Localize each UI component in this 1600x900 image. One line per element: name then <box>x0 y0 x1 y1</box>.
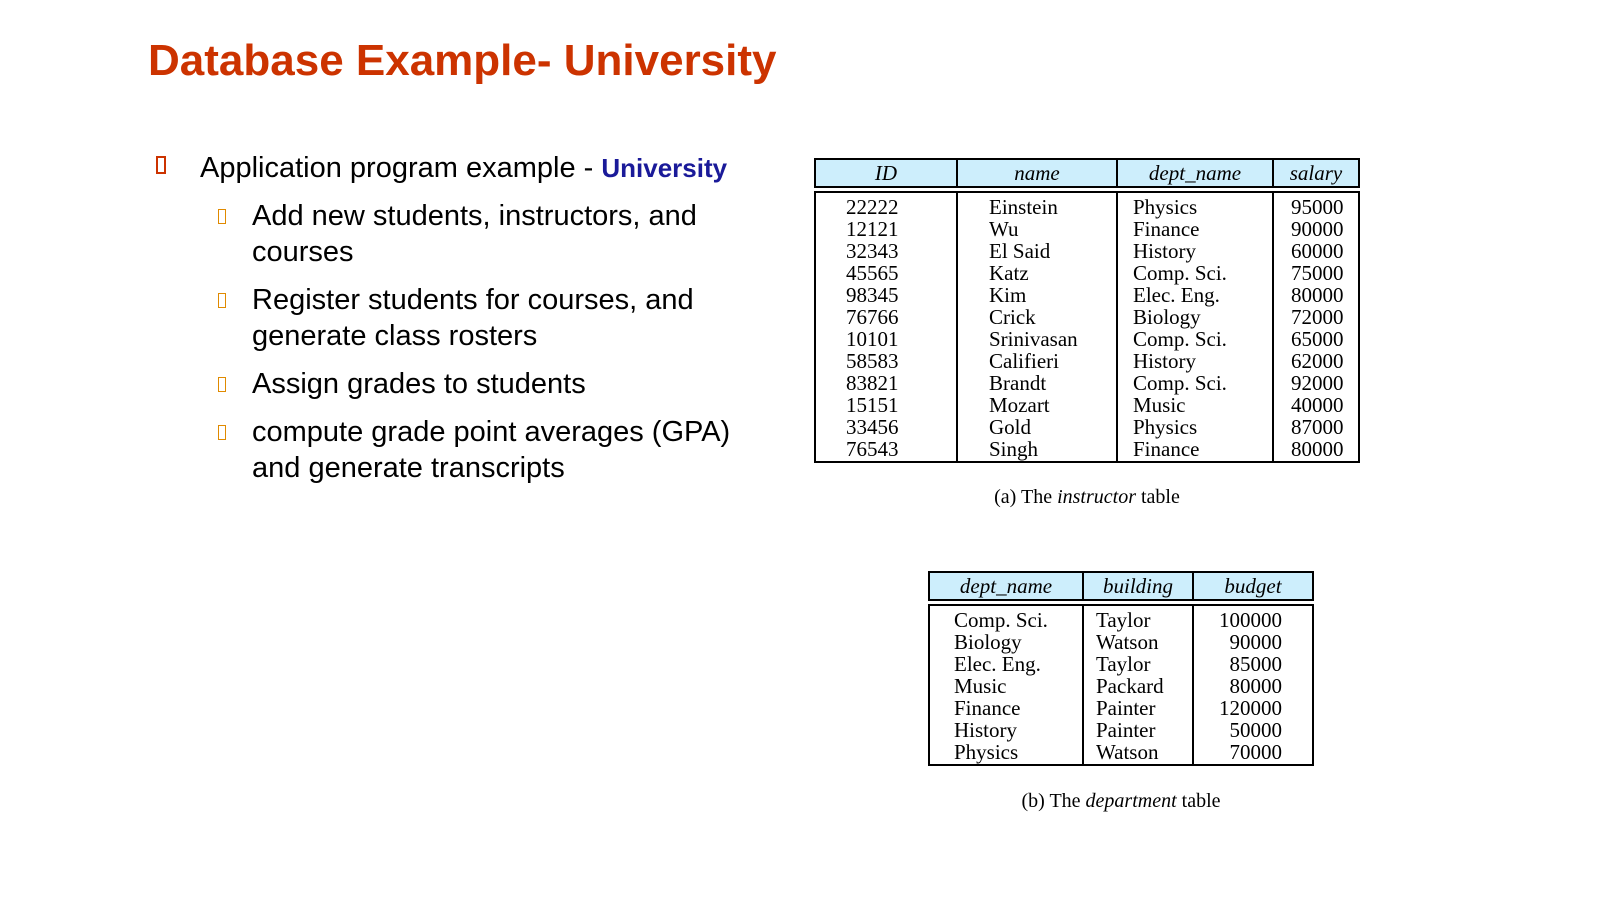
header-dept-name: dept_name <box>1116 160 1272 186</box>
instructor-table-body <box>814 191 1360 463</box>
table-cell: 50000 <box>1229 718 1282 742</box>
table-cell: Crick <box>989 305 1036 329</box>
table-cell: Finance <box>954 696 1021 720</box>
table-cell: 15151 <box>846 393 899 417</box>
header-name: name <box>956 160 1116 186</box>
table-cell: Packard <box>1096 674 1164 698</box>
table-cell: 92000 <box>1291 371 1344 395</box>
table-cell: 72000 <box>1291 305 1344 329</box>
table-cell: Painter <box>1096 696 1156 720</box>
bullet-square-icon <box>218 377 226 392</box>
table-cell: 10101 <box>846 327 899 351</box>
department-name-column <box>930 606 1082 764</box>
table-cell: 58583 <box>846 349 899 373</box>
table-cell: Brandt <box>989 371 1047 395</box>
table-cell: 60000 <box>1291 239 1344 263</box>
table-cell: 83821 <box>846 371 899 395</box>
instructor-caption <box>814 486 1360 509</box>
slide-title: Database Example- University <box>148 36 777 85</box>
sub-bullet <box>156 366 766 402</box>
table-cell: 95000 <box>1291 195 1344 219</box>
header-dept-name: dept_name <box>959 574 1053 598</box>
table-cell: 85000 <box>1229 652 1282 676</box>
table-cell: 62000 <box>1291 349 1344 373</box>
table-cell: 70000 <box>1229 740 1282 764</box>
table-cell: 32343 <box>846 239 899 263</box>
table-cell: 80000 <box>1291 437 1344 461</box>
table-cell: Comp. Sci. <box>1133 261 1227 285</box>
sub-bullet-text: Assign grades to students <box>252 368 586 400</box>
table-cell: History <box>1133 239 1196 263</box>
department-table-header <box>928 571 1314 601</box>
table-cell: Elec. Eng. <box>1133 283 1220 307</box>
table-cell: 12121 <box>846 217 899 241</box>
header-salary: salary <box>1272 160 1358 186</box>
table-cell: Music <box>954 674 1007 698</box>
table-cell: Srinivasan <box>989 327 1078 351</box>
table-cell: 87000 <box>1291 415 1344 439</box>
department-building-column <box>1082 606 1192 764</box>
instructor-table <box>814 158 1360 463</box>
bullet-square-icon <box>218 425 226 440</box>
table-cell: 22222 <box>846 195 899 219</box>
table-cell: Comp. Sci. <box>954 608 1048 632</box>
table-cell: Physics <box>1133 195 1198 219</box>
sub-bullet <box>156 198 766 270</box>
table-cell: Music <box>1133 393 1186 417</box>
table-cell: Finance <box>1133 217 1200 241</box>
table-cell: History <box>954 718 1017 742</box>
table-cell: 65000 <box>1291 327 1344 351</box>
header-building: building <box>1082 573 1192 599</box>
caption-italic: instructor <box>1057 486 1136 508</box>
table-cell: Taylor <box>1096 652 1151 676</box>
table-cell: Biology <box>1133 305 1201 329</box>
main-bullet <box>156 150 766 186</box>
table-cell: 80000 <box>1229 674 1282 698</box>
department-budget-column <box>1192 606 1312 764</box>
table-cell: 90000 <box>1291 217 1344 241</box>
bullet-square-icon <box>218 293 226 308</box>
main-bullet-text: Application program example - <box>200 152 602 184</box>
sub-bullet <box>156 282 766 354</box>
sub-bullet-list <box>156 198 766 486</box>
table-cell: 75000 <box>1291 261 1344 285</box>
department-table <box>928 571 1314 766</box>
sub-bullet-text: Register students for courses, and generate class rosters <box>252 284 694 352</box>
table-cell: Wu <box>989 217 1019 241</box>
table-cell: Painter <box>1096 718 1156 742</box>
table-cell: 98345 <box>846 283 899 307</box>
instructor-id-column <box>816 193 956 461</box>
header-id: ID <box>874 161 898 185</box>
main-bullet-accent: University <box>601 153 728 183</box>
table-cell: 40000 <box>1291 393 1344 417</box>
table-cell: Comp. Sci. <box>1133 327 1227 351</box>
table-cell: Singh <box>989 437 1039 461</box>
instructor-table-header <box>814 158 1360 188</box>
table-cell: El Said <box>989 239 1051 263</box>
bullet-square-icon <box>218 209 226 224</box>
table-cell: Biology <box>954 630 1022 654</box>
department-caption <box>928 790 1314 813</box>
instructor-name-column <box>956 193 1116 461</box>
table-cell: Elec. Eng. <box>954 652 1041 676</box>
table-cell: Gold <box>989 415 1031 439</box>
header-budget: budget <box>1192 573 1312 599</box>
sub-bullet-text: compute grade point averages (GPA) and generate transcripts <box>252 416 731 484</box>
caption-italic: department <box>1085 790 1177 812</box>
instructor-dept-column <box>1116 193 1272 461</box>
table-cell: 100000 <box>1219 608 1282 632</box>
table-cell: History <box>1133 349 1196 373</box>
table-cell: 76543 <box>846 437 899 461</box>
bullet-list <box>156 150 766 498</box>
table-cell: 33456 <box>846 415 899 439</box>
sub-bullet-text: Add new students, instructors, and courses <box>252 200 697 268</box>
sub-bullet <box>156 414 766 486</box>
table-cell: Katz <box>989 261 1029 285</box>
table-cell: Finance <box>1133 437 1200 461</box>
caption-prefix: (b) The <box>1021 790 1086 812</box>
table-cell: Einstein <box>989 195 1058 219</box>
instructor-salary-column <box>1272 193 1358 461</box>
table-cell: Comp. Sci. <box>1133 371 1227 395</box>
caption-prefix: (a) The <box>994 486 1058 508</box>
table-cell: 80000 <box>1291 283 1344 307</box>
caption-suffix: table <box>1135 486 1180 508</box>
table-cell: Watson <box>1096 630 1159 654</box>
table-cell: Califieri <box>989 349 1059 373</box>
department-table-body <box>928 604 1314 766</box>
table-cell: Physics <box>1133 415 1198 439</box>
table-cell: Physics <box>954 740 1019 764</box>
bullet-square-icon <box>156 156 166 174</box>
table-cell: Watson <box>1096 740 1159 764</box>
table-cell: 76766 <box>846 305 899 329</box>
table-cell: 90000 <box>1229 630 1282 654</box>
table-cell: Taylor <box>1096 608 1151 632</box>
table-cell: 45565 <box>846 261 899 285</box>
table-cell: Mozart <box>989 393 1050 417</box>
caption-suffix: table <box>1176 790 1221 812</box>
table-cell: 120000 <box>1219 696 1282 720</box>
table-cell: Kim <box>989 283 1027 307</box>
